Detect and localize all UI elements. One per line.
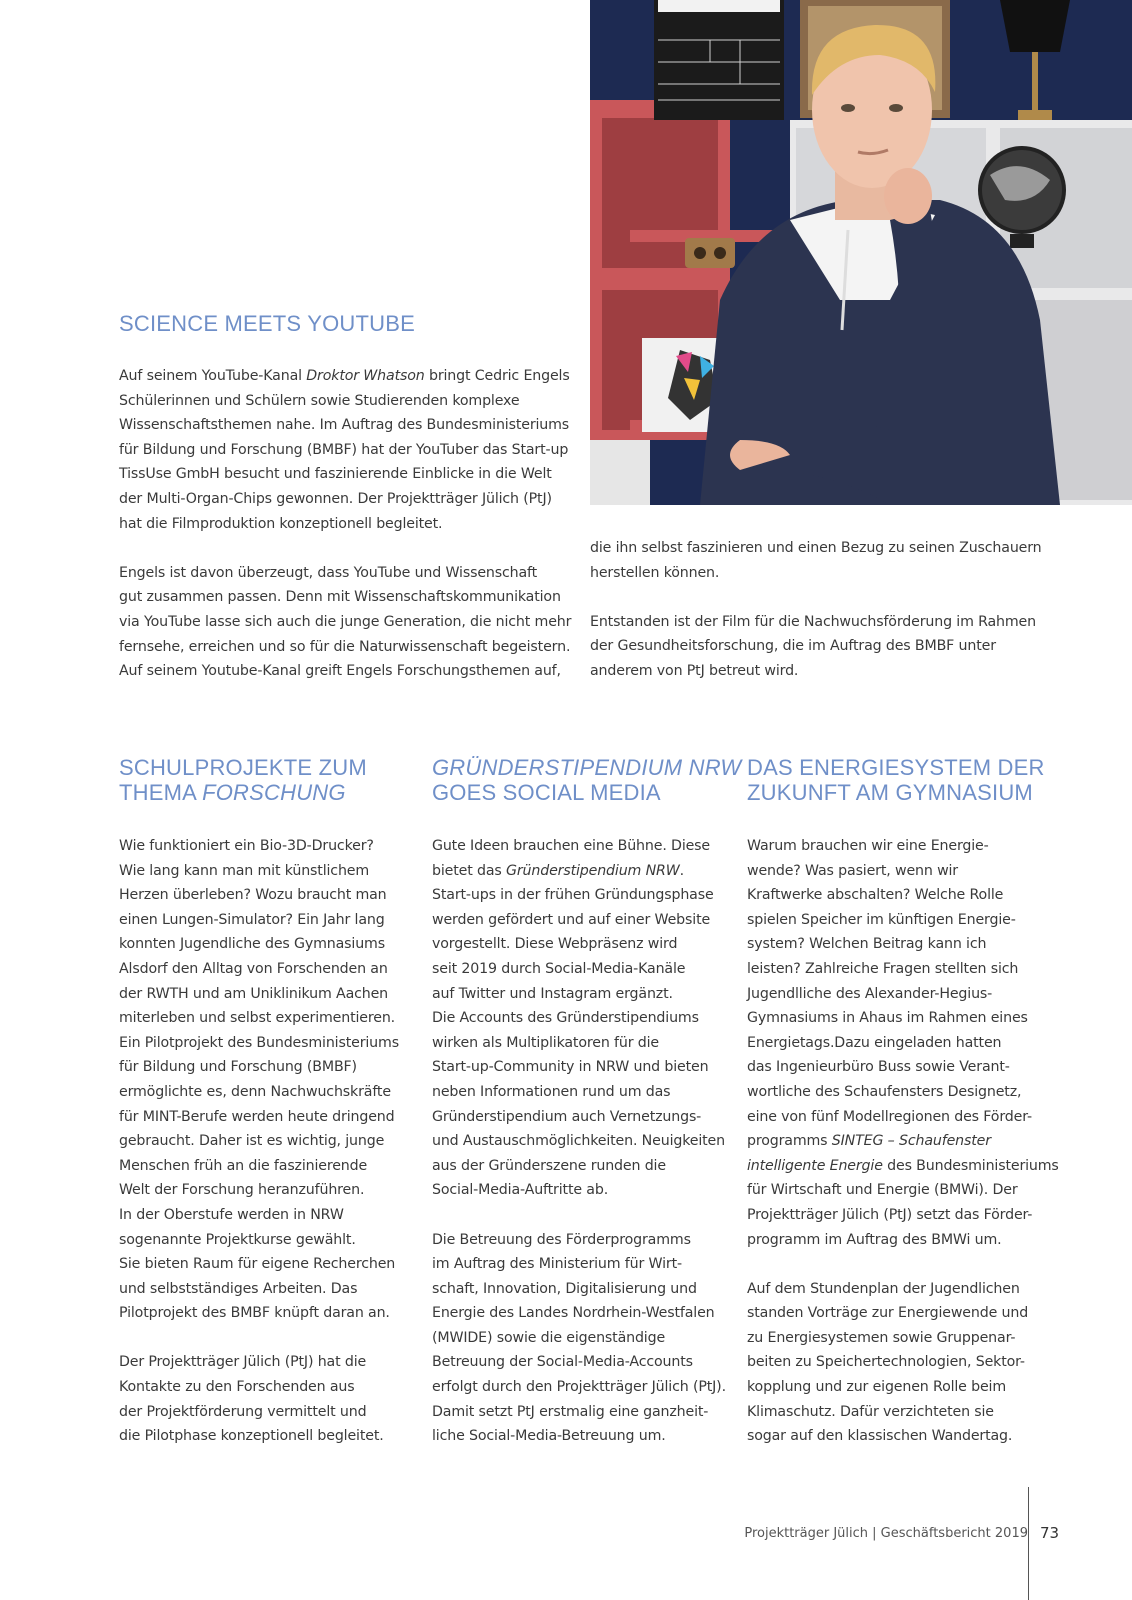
text-line: Schülerinnen und Schülern sowie Studierenden komplexe: [119, 392, 520, 409]
text-line: eine von fünf Modellregionen des Förder-: [747, 1108, 1032, 1125]
text-line: Gymnasiums in Ahaus im Rahmen eines: [747, 1010, 1028, 1027]
text-line: TissUse GmbH besucht und faszinierende Einblicke in die Welt: [119, 466, 552, 483]
text-line: Betreuung der Social-Media-Accounts: [432, 1354, 693, 1371]
text-line: anderem von PtJ betreut wird.: [590, 662, 799, 679]
text-line: Start-up-Community in NRW und bieten: [432, 1059, 709, 1076]
text-line: und selbstständiges Arbeiten. Das: [119, 1280, 358, 1297]
text-line: Herzen überleben? Wozu braucht man: [119, 887, 387, 904]
text-span: programms: [747, 1133, 832, 1150]
text-line: hat die Filmproduktion konzeptionell begleitet.: [119, 515, 443, 532]
text-span: bringt Cedric Engels: [424, 368, 570, 384]
text-line: Start-ups in der frühen Gründungsphase: [432, 887, 714, 904]
text-line: programm im Auftrag des BMWi um.: [747, 1231, 1002, 1248]
paragraph: [119, 364, 569, 536]
text-line: [432, 859, 722, 884]
program-name: intelligente Energie: [747, 1157, 883, 1174]
heading-line: SCIENCE MEETS YOUTUBE: [119, 311, 415, 336]
text-line: erfolgt durch den Projektträger Jülich (PtJ).: [432, 1379, 726, 1396]
text-line: Energie des Landes Nordrhein-Westfalen: [432, 1305, 715, 1322]
channel-name: Droktor Whatson: [306, 368, 425, 384]
photo-illustration: [590, 0, 1132, 505]
column3-text: [747, 834, 1059, 1449]
paragraph: [119, 561, 572, 684]
text-line: via YouTube lasse sich auch die junge Generation, die nicht mehr: [119, 613, 572, 630]
text-line: für Bildung und Forschung (BMBF) hat der YouTuber das Start-up: [119, 441, 569, 458]
text-line: einen Lungen-Simulator? Ein Jahr lang: [119, 911, 385, 928]
text-line: Social-Media-Auftritte ab.: [432, 1182, 609, 1199]
text-line: sogenannte Projektkurse gewählt.: [119, 1231, 356, 1248]
text-line: Auf seinem Youtube-Kanal greift Engels Forschungsthemen auf,: [119, 663, 561, 680]
text-line: Jugendlliche des Alexander-Hegius-: [747, 985, 993, 1002]
text-line: wirken als Multiplikatoren für die: [432, 1034, 659, 1051]
text-line: miterleben und selbst experimentieren.: [119, 1010, 396, 1027]
text-line: die ihn selbst faszinieren und einen Bezug zu seinen Zuschauern: [590, 540, 1042, 556]
heading-line: SCHULPROJEKTE ZUM: [119, 755, 367, 780]
text-line: Wie funktioniert ein Bio-3D-Drucker?: [119, 838, 374, 854]
text-line: liche Social-Media-Betreuung um.: [432, 1428, 666, 1445]
text-line: im Auftrag des Ministerium für Wirt-: [432, 1256, 682, 1273]
paragraph: [432, 1228, 726, 1449]
section-heading-science-meets-youtube: [119, 311, 415, 336]
text-line: kopplung und zur eigenen Rolle beim: [747, 1379, 1007, 1396]
program-name: Gründerstipendium NRW: [506, 862, 680, 879]
text-line: Gute Ideen brauchen eine Bühne. Diese: [432, 838, 711, 854]
text-line: Gründerstipendium auch Vernetzungs-: [432, 1108, 702, 1125]
text-line: wortliche des Schaufensters Designetz,: [747, 1083, 1022, 1100]
text-line: [747, 1154, 1059, 1179]
paragraph: [590, 610, 1040, 684]
heading-emphasis: FORSCHUNG: [202, 780, 346, 805]
text-line: leisten? Zahlreiche Fragen stellten sich: [747, 960, 1019, 977]
text-line: konnten Jugendliche des Gymnasiums: [119, 936, 385, 953]
heading-emphasis: GRÜNDERSTIPENDIUM NRW: [432, 755, 742, 780]
text-line: gut zusammen passen. Denn mit Wissenschaftskommunikation: [119, 589, 561, 606]
paragraph: [432, 834, 725, 1203]
page-number: 73: [1040, 1524, 1060, 1542]
text-line: die Pilotphase konzeptionell begleitet.: [119, 1428, 384, 1445]
text-line: aus der Gründerszene runden die: [432, 1157, 666, 1174]
text-line: für MINT-Berufe werden heute dringend: [119, 1108, 395, 1125]
program-name: SINTEG – Schaufenster: [831, 1133, 991, 1150]
text-line: neben Informationen rund um das: [432, 1083, 671, 1100]
text-span: Auf seinem YouTube-Kanal: [119, 368, 307, 384]
text-line: Damit setzt PtJ erstmalig eine ganzheit-: [432, 1403, 709, 1420]
heading-span: THEMA: [119, 780, 203, 805]
paragraph: [590, 536, 1040, 585]
text-line: seit 2019 durch Social-Media-Kanäle: [432, 960, 686, 977]
text-line: (MWIDE) sowie die eigenständige: [432, 1329, 666, 1346]
text-line: spielen Speicher im künftigen Energie-: [747, 911, 1016, 928]
text-line: Der Projektträger Jülich (PtJ) hat die: [119, 1354, 367, 1371]
text-line: sogar auf den klassischen Wandertag.: [747, 1428, 1013, 1445]
heading-line: [432, 755, 741, 780]
text-line: Engels ist davon überzeugt, dass YouTube und Wissenschaft: [119, 564, 538, 581]
text-line: für Wirtschaft und Energie (BMWi). Der: [747, 1182, 1018, 1199]
text-line: Kontakte zu den Forschenden aus: [119, 1379, 355, 1396]
text-line: Energietags.Dazu eingeladen hatten: [747, 1034, 1002, 1051]
heading-energiesystem: [747, 755, 1045, 805]
text-line: der RWTH und am Uniklinikum Aachen: [119, 985, 389, 1002]
paragraph: [747, 1277, 1047, 1449]
text-line: und Austauschmöglichkeiten. Neuigkeiten: [432, 1133, 725, 1150]
text-line: das Ingenieurbüro Buss sowie Verant-: [747, 1059, 1010, 1076]
text-line: Kraftwerke abschalten? Welche Rolle: [747, 887, 1004, 904]
heading-line: ZUKUNFT AM GYMNASIUM: [747, 780, 1033, 805]
text-line: werden gefördert und auf einer Website: [432, 911, 711, 928]
text-line: Menschen früh an die faszinierende: [119, 1157, 368, 1174]
text-line: Wissenschaftsthemen nahe. Im Auftrag des Bundesministeriums: [119, 417, 570, 434]
text-line: system? Welchen Beitrag kann ich: [747, 936, 987, 953]
text-line: vorgestellt. Diese Webpräsenz wird: [432, 936, 678, 953]
text-line: Entstanden ist der Film für die Nachwuchsförderung im Rahmen: [590, 613, 1036, 630]
heading-schulprojekte: [119, 755, 367, 805]
section1-left-text: [119, 364, 572, 684]
text-line: auf Twitter und Instagram ergänzt.: [432, 985, 673, 1002]
heading-line: GOES SOCIAL MEDIA: [432, 780, 661, 805]
text-line: der Projektförderung vermittelt und: [119, 1403, 367, 1420]
heading-gruenderstipendium: [432, 755, 741, 805]
paragraph: [747, 834, 1059, 1252]
text-line: [747, 1129, 1047, 1154]
text-line: fernsehe, erreichen und so für die Naturwissenschaft begeistern.: [119, 638, 571, 655]
text-line: der Gesundheitsforschung, die im Auftrag des BMBF unter: [590, 638, 996, 655]
footer-publication: Projektträger Jülich | Geschäftsbericht 2019: [744, 1526, 1028, 1541]
text-span: bietet das: [432, 862, 506, 879]
text-line: Die Betreuung des Förderprogramms: [432, 1231, 691, 1248]
footer-divider: [1028, 1487, 1029, 1600]
text-line: Sie bieten Raum für eigene Recherchen: [119, 1256, 396, 1273]
column1-text: [119, 834, 409, 1449]
text-line: der Multi-Organ-Chips gewonnen. Der Projektträger Jülich (PtJ): [119, 490, 552, 507]
text-span: .: [679, 862, 684, 879]
text-line: ermöglichte es, denn Nachwuchskräfte: [119, 1083, 391, 1100]
text-line: zu Energiesystemen sowie Gruppenar-: [747, 1329, 1016, 1346]
text-span: des Bundesministeriums: [882, 1157, 1059, 1174]
text-line: Auf dem Stundenplan der Jugendlichen: [747, 1280, 1020, 1297]
text-line: Ein Pilotprojekt des Bundesministeriums: [119, 1034, 399, 1051]
heading-line: [119, 780, 367, 805]
column2-text: [432, 834, 726, 1449]
text-line: gebraucht. Daher ist es wichtig, junge: [119, 1133, 385, 1150]
text-line: In der Oberstufe werden in NRW: [119, 1206, 344, 1223]
text-line: standen Vorträge zur Energiewende und: [747, 1305, 1029, 1322]
text-line: Alsdorf den Alltag von Forschenden an: [119, 960, 388, 977]
paragraph: [119, 834, 409, 1326]
text-line: Warum brauchen wir eine Energie-: [747, 838, 989, 854]
text-line: herstellen können.: [590, 564, 720, 581]
text-line: Wie lang kann man mit künstlichem: [119, 862, 370, 879]
text-line: wende? Was pasiert, wenn wir: [747, 862, 958, 879]
heading-line: DAS ENERGIESYSTEM DER: [747, 755, 1045, 780]
section1-right-text: [590, 536, 1040, 684]
youtuber-photo: [590, 0, 1132, 505]
text-line: Klimaschutz. Dafür verzichteten sie: [747, 1403, 994, 1420]
text-line: schaft, Innovation, Digitalisierung und: [432, 1280, 697, 1297]
text-line: beiten zu Speichertechnologien, Sektor-: [747, 1354, 1025, 1371]
text-line: Welt der Forschung heranzuführen.: [119, 1182, 365, 1199]
text-line: Pilotprojekt des BMBF knüpft daran an.: [119, 1305, 390, 1322]
text-line: Die Accounts des Gründerstipendiums: [432, 1010, 699, 1027]
text-line: für Bildung und Forschung (BMBF): [119, 1059, 357, 1076]
text-line: [119, 364, 569, 389]
text-line: Projektträger Jülich (PtJ) setzt das Förder-: [747, 1206, 1033, 1223]
paragraph: [119, 1350, 409, 1448]
